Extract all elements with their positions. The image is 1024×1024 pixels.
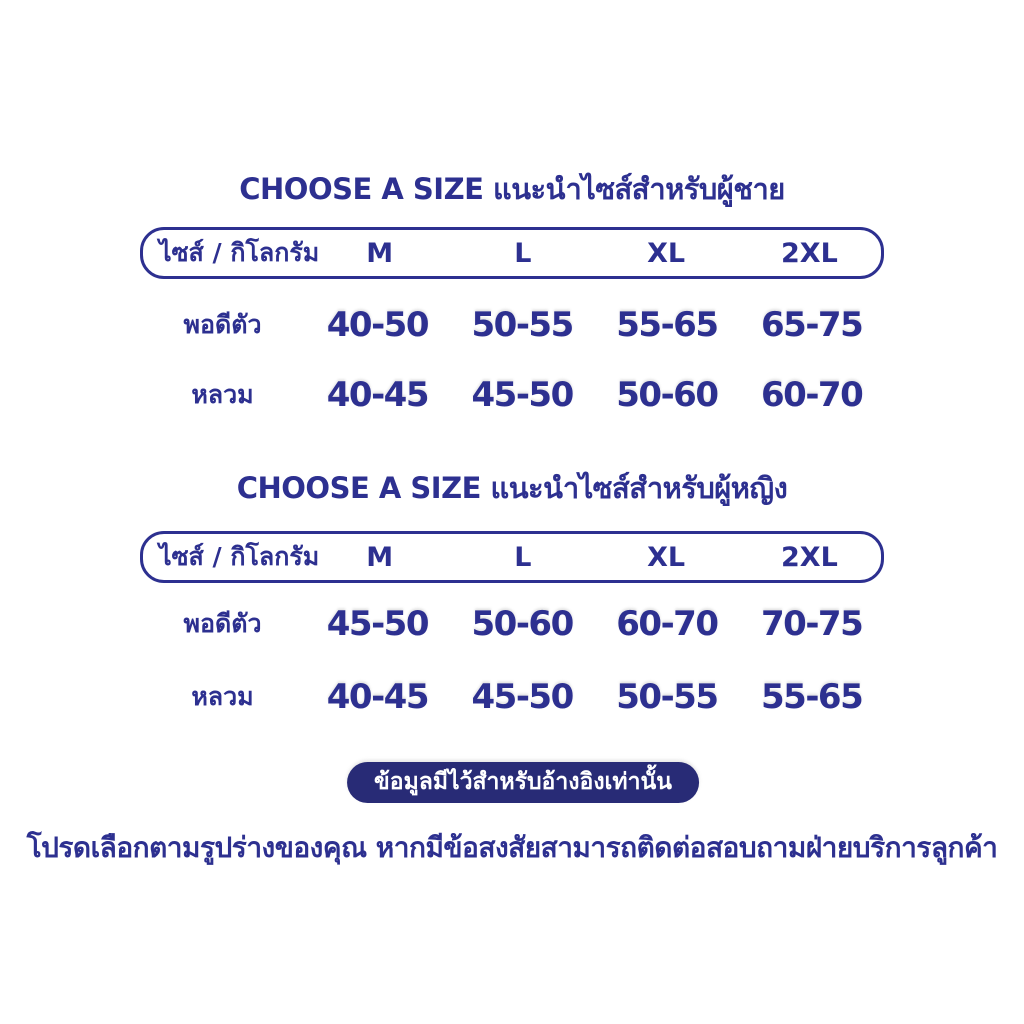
men-fitted-value-xl: 55-65 [616, 305, 718, 345]
women-loose-row-label: หลวม [191, 682, 254, 711]
men-fitted-row-label: พอดีตัว [183, 310, 262, 339]
women-loose-value-l: 45-50 [471, 677, 573, 717]
men-loose-value-xl: 50-60 [616, 375, 718, 415]
men-size-header-l: L [514, 237, 532, 269]
men-row-fitted [140, 300, 884, 350]
men-size-header-2xl: 2XL [780, 237, 838, 269]
men-table-corner-header: ไซส์ / กิโลกรัม [159, 238, 320, 267]
women-row-fitted [140, 599, 884, 649]
men-section-title: CHOOSE A SIZE แนะนำไซส์สำหรับผู้ชาย [239, 172, 785, 206]
reference-only-badge: ข้อมูลมีไว้สำหรับอ้างอิงเท่านั้น [347, 762, 699, 803]
men-loose-value-m: 40-45 [326, 375, 428, 415]
women-loose-value-xl: 50-55 [616, 677, 718, 717]
women-row-loose [140, 672, 884, 722]
women-fitted-value-2xl: 70-75 [761, 604, 863, 644]
men-loose-value-l: 45-50 [471, 375, 573, 415]
women-table-corner-header: ไซส์ / กิโลกรัม [159, 542, 320, 571]
men-size-header-m: M [366, 237, 394, 269]
men-row-loose [140, 370, 884, 420]
men-size-header-xl: XL [647, 237, 686, 269]
women-fitted-value-xl: 60-70 [616, 604, 718, 644]
men-fitted-value-2xl: 65-75 [761, 305, 863, 345]
men-loose-value-2xl: 60-70 [761, 375, 863, 415]
women-size-header-m: M [366, 541, 394, 573]
customer-service-note: โปรดเลือกตามรูปร่างของคุณ หากมีข้อสงสัยสามารถติดต่อสอบถามฝ่ายบริการลูกค้า [26, 831, 998, 864]
women-loose-value-2xl: 55-65 [761, 677, 863, 717]
women-fitted-value-l: 50-60 [471, 604, 573, 644]
women-fitted-value-m: 45-50 [326, 604, 428, 644]
women-loose-value-m: 40-45 [326, 677, 428, 717]
men-loose-row-label: หลวม [191, 380, 254, 409]
women-size-header-l: L [514, 541, 532, 573]
women-table-header-row [140, 531, 884, 583]
men-fitted-value-m: 40-50 [326, 305, 428, 345]
women-size-header-2xl: 2XL [780, 541, 838, 573]
women-size-header-xl: XL [647, 541, 686, 573]
women-fitted-row-label: พอดีตัว [183, 609, 262, 638]
men-table-header-row [140, 227, 884, 279]
women-section-title: CHOOSE A SIZE แนะนำไซส์สำหรับผู้หญิง [236, 471, 788, 505]
men-fitted-value-l: 50-55 [471, 305, 573, 345]
